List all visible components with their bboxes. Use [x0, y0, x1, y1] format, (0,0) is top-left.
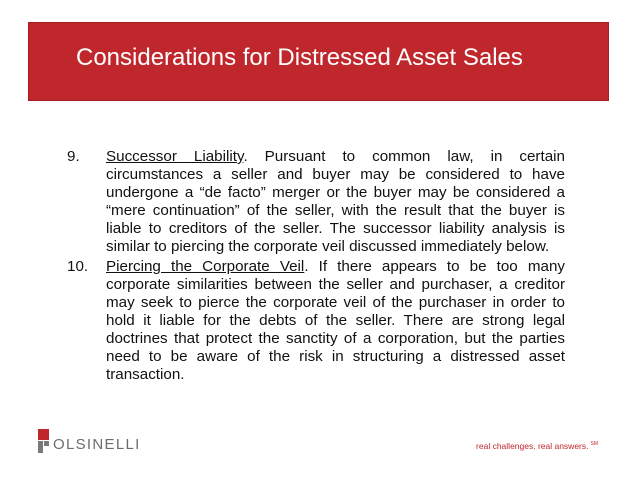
- service-mark: SM: [590, 441, 598, 448]
- list-item: [67, 258, 565, 384]
- item-number: 10.: [67, 258, 89, 275]
- polsinelli-p-mark-icon: [38, 429, 52, 453]
- footer-tagline: [476, 441, 598, 451]
- item-number: 9.: [67, 148, 80, 165]
- logo-wordmark: OLSINELLI: [53, 436, 141, 453]
- item-body: [106, 258, 565, 384]
- item-heading: Piercing the Corporate Veil: [106, 258, 305, 275]
- numbered-list: [67, 148, 565, 384]
- item-text: . Pursuant to common law, in certain circumstances a seller and buyer may be considered to have undergone a “de facto” merger or the buyer may be considered a “mere continuation” of the seller, with the result that the buyer is liable to creditors of the seller. The successor liability analysis is similar to piercing the corporate veil discussed immediately below.: [106, 148, 565, 255]
- item-heading: Successor Liability: [106, 148, 244, 165]
- polsinelli-logo: [38, 426, 141, 453]
- list-item: [67, 148, 565, 256]
- title-banner: [28, 22, 609, 101]
- slide-title: Considerations for Distressed Asset Sales: [76, 43, 523, 71]
- item-body: [106, 148, 565, 256]
- item-text: . If there appears to be too many corporate similarities between the seller and purchaser, a creditor may seek to pierce the corporate veil of the purchaser in order to hold it liable for the debts of the seller. There are strong legal doctrines that protect the sanctity of a corporation, but the parties need to be aware of the risk in structuring a distressed asset transaction.: [106, 258, 565, 383]
- tagline-text: real challenges. real answers.: [476, 441, 589, 451]
